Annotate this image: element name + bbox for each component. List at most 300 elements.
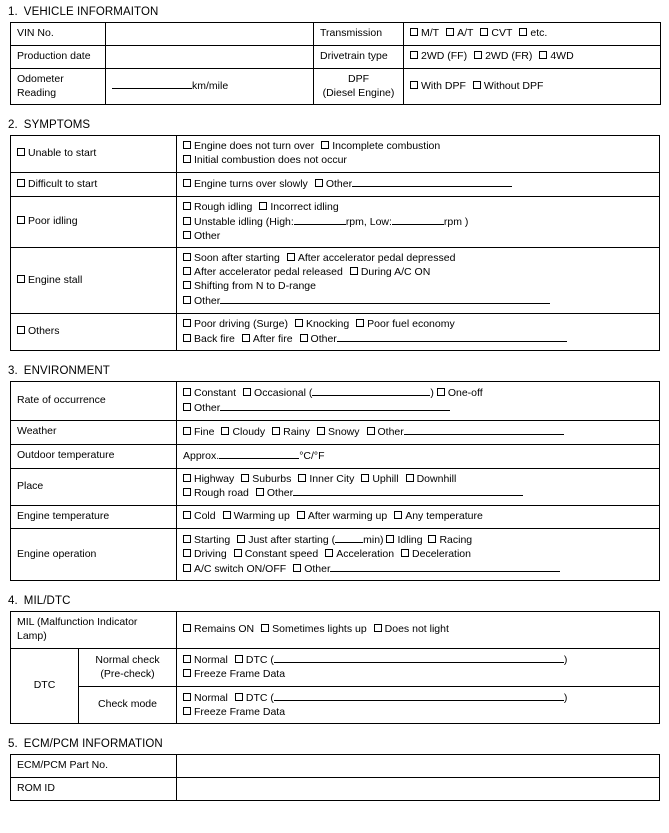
checkbox-icon[interactable] [272, 427, 280, 435]
option-label: Poor fuel economy [367, 317, 455, 330]
checkbox-other[interactable] [183, 230, 220, 244]
option-label: DTC ( [245, 654, 274, 667]
checkbox-icon[interactable] [315, 179, 323, 187]
checkbox-icon[interactable] [293, 564, 301, 572]
high-rpm-input-line[interactable] [294, 215, 346, 225]
option-label: ) [430, 387, 437, 400]
checkbox-icon[interactable] [183, 179, 191, 187]
section-mil-dtc [0, 589, 669, 724]
option-label: Fine [194, 425, 215, 438]
checkbox-icon[interactable] [242, 334, 250, 342]
checkbox-icon[interactable] [183, 403, 191, 411]
mil-label-line2: Lamp) [17, 630, 47, 643]
checkbox-icon[interactable] [234, 549, 242, 557]
option-label: 4WD [550, 49, 574, 62]
table-row [11, 248, 660, 313]
checkbox-icon[interactable] [410, 51, 418, 59]
option-label: A/C switch ON/OFF [194, 562, 287, 575]
checkbox-other[interactable] [256, 486, 523, 501]
symptom-poor-idling-options [177, 196, 660, 248]
option-line [183, 653, 653, 668]
checkbox-icon[interactable] [221, 427, 229, 435]
engine-temperature-options [177, 506, 660, 529]
option-label: After warming up [307, 510, 388, 523]
symptom-others-options [177, 313, 660, 351]
option-label: rpm ) [443, 215, 469, 228]
section-ecm-pcm [0, 732, 669, 801]
rom-id-input[interactable] [177, 778, 660, 801]
section-environment [0, 359, 669, 581]
table-row [11, 649, 660, 687]
checkbox-icon[interactable] [183, 388, 191, 396]
checkbox-freeze-frame-data[interactable] [183, 668, 285, 682]
vin-input[interactable] [106, 23, 314, 46]
checkbox-icon[interactable] [183, 281, 191, 289]
checkbox-icon[interactable] [183, 155, 191, 163]
option-label: A/T [457, 27, 474, 39]
checkbox-icon[interactable] [386, 535, 394, 543]
row-label: Poor idling [28, 215, 78, 228]
checkbox-other[interactable] [183, 401, 450, 416]
row-label: Engine stall [28, 273, 83, 286]
option-label: Without DPF [483, 79, 544, 92]
section-heading-ecm-pcm: ECM/PCM INFORMATION [23, 738, 163, 751]
other-input-line[interactable] [352, 177, 512, 187]
option-label: Other [310, 332, 337, 345]
option-label: min) [363, 533, 384, 546]
checkbox-icon[interactable] [410, 81, 418, 89]
option-label: During A/C ON [360, 266, 431, 279]
option-label: Suburbs [252, 472, 292, 485]
option-label: 2WD (FR) [485, 49, 533, 62]
table-row [11, 173, 660, 197]
option-label: Incomplete combustion [332, 140, 441, 153]
checkbox-shifting-from-n-to-d-range[interactable] [183, 280, 316, 294]
section-number-mil-dtc: 4. [8, 595, 18, 608]
checkbox-cvt[interactable] [480, 27, 512, 41]
checkbox-at[interactable] [446, 27, 473, 41]
table-row [11, 755, 660, 778]
table-row [11, 313, 660, 351]
checkbox-constant-speed[interactable] [234, 548, 319, 562]
checkbox-icon[interactable] [223, 511, 231, 519]
checkbox-icon[interactable] [480, 28, 488, 36]
checkbox-icon[interactable] [356, 319, 364, 327]
symptom-engine-stall-options [177, 248, 660, 313]
dpf-options [404, 68, 661, 105]
checkbox-icon[interactable] [437, 388, 445, 396]
checkbox-icon[interactable] [473, 81, 481, 89]
checkbox-initial-combustion-does-not-occur[interactable] [183, 154, 347, 168]
checkbox-icon[interactable] [183, 202, 191, 210]
checkbox-any-temperature[interactable] [394, 510, 483, 524]
checkbox-after-accelerator-pedal-released[interactable] [183, 266, 343, 280]
checkbox-constant[interactable] [183, 387, 236, 401]
place-options [177, 468, 660, 506]
checkbox-other[interactable] [315, 177, 512, 192]
odometer-label-line1: Odometer [17, 72, 64, 85]
checkbox-icon[interactable] [183, 141, 191, 149]
mil-label [11, 612, 177, 649]
checkbox-icon[interactable] [519, 28, 527, 36]
odometer-value-line[interactable] [112, 79, 192, 89]
option-line [183, 706, 653, 720]
option-line [183, 473, 653, 487]
option-label: etc. [530, 27, 548, 39]
table-row [11, 612, 660, 649]
checkbox-icon[interactable] [428, 535, 436, 543]
option-line [183, 230, 653, 244]
checkbox-icon[interactable] [410, 28, 418, 36]
section-heading-environment: ENVIRONMENT [23, 365, 110, 378]
checkbox-icon[interactable] [235, 655, 243, 663]
section-title-symptoms [8, 119, 669, 131]
checkbox-other[interactable] [367, 425, 564, 440]
transmission-label: Transmission [314, 23, 404, 46]
odometer-input[interactable] [106, 68, 314, 105]
checkbox-with-dpf[interactable] [410, 80, 466, 94]
checkbox-incomplete-combustion[interactable] [321, 140, 440, 154]
checkbox-icon[interactable] [183, 669, 191, 677]
ecm-part-no-label: ECM/PCM Part No. [11, 755, 177, 778]
table-row [11, 468, 660, 506]
checkbox-icon[interactable] [446, 28, 454, 36]
symptom-unable-to-start-label[interactable] [11, 136, 177, 173]
normal-check-line2: (Pre-check) [100, 667, 155, 680]
option-label: Poor driving (Surge) [194, 317, 288, 330]
symptom-poor-idling-label[interactable] [11, 196, 177, 248]
option-line [183, 154, 653, 168]
checkbox-cold[interactable] [183, 510, 216, 524]
weather-options [177, 421, 660, 445]
option-line [183, 318, 653, 332]
drivetrain-label: Drivetrain type [314, 45, 404, 68]
engine-temperature-label: Engine temperature [11, 506, 177, 529]
section-title-vehicle [8, 6, 669, 18]
option-label: Warming up [233, 510, 290, 523]
table-row [11, 778, 660, 801]
checkbox-suburbs[interactable] [241, 473, 291, 487]
checkbox-warming-up[interactable] [223, 510, 290, 524]
checkbox-icon[interactable] [183, 693, 191, 701]
checkbox-icon[interactable] [241, 474, 249, 482]
checkbox-icon[interactable] [300, 334, 308, 342]
section-number-ecm-pcm: 5. [8, 738, 18, 751]
checkbox-icon[interactable] [17, 326, 25, 334]
checkbox-icon[interactable] [183, 217, 191, 225]
checkbox-icon[interactable] [183, 296, 191, 304]
option-label: Acceleration [336, 547, 395, 560]
checkbox-incorrect-idling[interactable] [259, 201, 338, 215]
ecm-pcm-table [10, 754, 660, 801]
checkbox-snowy[interactable] [317, 426, 360, 440]
option-label: Remains ON [194, 623, 255, 636]
other-input-line[interactable] [293, 486, 523, 496]
checkbox-icon[interactable] [17, 216, 25, 224]
option-label: Driving [194, 547, 227, 560]
other-input-line[interactable] [404, 425, 564, 435]
table-row [11, 23, 661, 46]
checkbox-2wd-fr[interactable] [474, 50, 532, 64]
checkbox-icon[interactable] [17, 179, 25, 187]
checkbox-icon[interactable] [183, 564, 191, 572]
option-line [183, 562, 653, 577]
checkbox-icon[interactable] [261, 624, 269, 632]
checkbox-icon[interactable] [183, 231, 191, 239]
table-row [11, 68, 661, 105]
mil-label-line1: MIL (Malfunction Indicator [17, 616, 138, 629]
checkbox-icon[interactable] [361, 474, 369, 482]
checkbox-engine-turns-over-slowly[interactable] [183, 178, 308, 192]
checkbox-icon[interactable] [287, 253, 295, 261]
checkbox-icon[interactable] [235, 693, 243, 701]
dtc-code-input-line[interactable] [274, 653, 564, 663]
vehicle-information-table [10, 22, 661, 105]
section-number-vehicle: 1. [8, 6, 18, 18]
checkbox-icon[interactable] [321, 141, 329, 149]
option-label: Other [266, 487, 294, 500]
checkbox-does-not-light[interactable] [374, 623, 449, 637]
option-label: ) [563, 654, 568, 667]
odometer-label-line2: Reading [17, 86, 57, 99]
checkbox-rough-idling[interactable] [183, 201, 252, 215]
checkbox-rough-road[interactable] [183, 487, 249, 501]
option-label: 2WD (FF) [421, 49, 468, 62]
checkbox-icon[interactable] [474, 51, 482, 59]
checkbox-after-warming-up[interactable] [297, 510, 387, 524]
temperature-input-line[interactable] [219, 449, 299, 459]
checkbox-icon[interactable] [183, 535, 191, 543]
option-label: Constant [194, 387, 237, 400]
checkbox-icon[interactable] [183, 474, 191, 482]
option-label: Occasional ( [254, 387, 313, 400]
checkbox-icon[interactable] [325, 549, 333, 557]
checkbox-engine-does-not-turn-over[interactable] [183, 140, 314, 154]
checkbox-icon[interactable] [401, 549, 409, 557]
temperature-unit: °C/°F [299, 449, 325, 462]
section-number-symptoms: 2. [8, 119, 18, 132]
other-input-line[interactable] [337, 332, 567, 342]
table-row [11, 686, 660, 724]
engine-operation-options [177, 529, 660, 581]
checkbox-icon[interactable] [183, 319, 191, 327]
option-label: Cold [194, 510, 216, 523]
checkbox-icon[interactable] [183, 707, 191, 715]
checkbox-icon[interactable] [243, 388, 251, 396]
checkbox-icon[interactable] [183, 655, 191, 663]
checkbox-acceleration[interactable] [325, 548, 394, 562]
checkbox-sometimes-lights-up[interactable] [261, 623, 367, 637]
section-symptoms [0, 113, 669, 351]
option-line [183, 252, 653, 266]
checkbox-back-fire[interactable] [183, 333, 235, 347]
approx-label: Approx. [183, 449, 220, 462]
option-label: After accelerator pedal depressed [297, 252, 456, 265]
production-date-input[interactable] [106, 45, 314, 68]
option-label: Constant speed [244, 547, 319, 560]
transmission-options [404, 23, 661, 46]
option-label: Knocking [305, 317, 350, 330]
checkbox-ac-switch-on-off[interactable] [183, 563, 286, 577]
checkbox-poor-driving-surge[interactable] [183, 318, 288, 332]
option-line [183, 332, 653, 347]
checkbox-icon[interactable] [17, 275, 25, 283]
option-label: rpm, Low: [345, 215, 392, 228]
option-line [183, 548, 653, 562]
symptoms-table [10, 135, 660, 351]
occasional-input-line[interactable] [312, 386, 430, 396]
checkbox-etc[interactable] [519, 27, 547, 41]
just-after-starting-input-line[interactable] [335, 533, 363, 543]
checkbox-cloudy[interactable] [221, 426, 265, 440]
symptom-others-label[interactable] [11, 313, 177, 351]
checkbox-uphill[interactable] [361, 473, 398, 487]
option-line [183, 533, 653, 548]
option-label: Downhill [416, 472, 457, 485]
checkbox-icon[interactable] [317, 427, 325, 435]
section-heading-symptoms: SYMPTOMS [23, 119, 91, 132]
checkbox-icon[interactable] [183, 427, 191, 435]
outdoor-temperature-value[interactable] [177, 444, 660, 468]
low-rpm-input-line[interactable] [392, 215, 444, 225]
symptom-engine-stall-label[interactable] [11, 248, 177, 313]
table-row [11, 421, 660, 445]
checkbox-after-accelerator-pedal-depressed[interactable] [287, 252, 456, 266]
dtc-code-input-line[interactable] [274, 691, 564, 701]
checkbox-icon[interactable] [350, 267, 358, 275]
checkbox-starting[interactable] [183, 534, 230, 548]
option-label: Rough road [194, 487, 249, 500]
environment-table [10, 381, 660, 581]
option-line [183, 401, 653, 416]
checkbox-highway[interactable] [183, 473, 234, 487]
dtc-check-mode-options [177, 686, 660, 724]
odometer-label [11, 68, 106, 105]
checkbox-icon[interactable] [183, 488, 191, 496]
checkbox-other[interactable] [183, 294, 550, 309]
checkbox-poor-fuel-economy[interactable] [356, 318, 455, 332]
symptom-difficult-to-start-label[interactable] [11, 173, 177, 197]
checkbox-knocking[interactable] [295, 318, 349, 332]
option-label: Other [194, 229, 221, 242]
option-label: Incorrect idling [270, 200, 339, 213]
option-line-unstable-idling [183, 215, 653, 230]
rom-id-label: ROM ID [11, 778, 177, 801]
option-label: Initial combustion does not occur [194, 154, 347, 167]
option-label: Rainy [283, 425, 310, 438]
option-label: M/T [421, 27, 440, 39]
option-label: Snowy [327, 425, 360, 438]
other-input-line[interactable] [220, 294, 550, 304]
ecm-part-no-input[interactable] [177, 755, 660, 778]
checkbox-driving[interactable] [183, 548, 227, 562]
checkbox-normal[interactable] [183, 654, 228, 668]
dpf-label [314, 68, 404, 105]
section-heading-vehicle: VEHICLE INFORMAITON [23, 6, 159, 18]
option-label: Other [194, 294, 221, 307]
option-label: Sometimes lights up [272, 623, 367, 636]
checkbox-inner-city[interactable] [298, 473, 354, 487]
checkbox-icon[interactable] [367, 427, 375, 435]
checkbox-fine[interactable] [183, 426, 214, 440]
checkbox-icon[interactable] [297, 511, 305, 519]
checkbox-icon[interactable] [183, 334, 191, 342]
checkbox-icon[interactable] [406, 474, 414, 482]
dpf-label-line1: DPF [348, 72, 369, 85]
engine-operation-label: Engine operation [11, 529, 177, 581]
checkbox-2wd-ff[interactable] [410, 50, 467, 64]
checkbox-other[interactable] [300, 332, 567, 347]
checkbox-freeze-frame-data[interactable] [183, 706, 285, 720]
option-label: Engine turns over slowly [194, 178, 308, 191]
option-label: Inner City [309, 472, 355, 485]
option-label: Other [194, 402, 221, 415]
checkbox-icon[interactable] [183, 511, 191, 519]
checkbox-deceleration[interactable] [401, 548, 471, 562]
normal-check-line1: Normal check [95, 653, 160, 666]
checkbox-normal[interactable] [183, 692, 228, 706]
option-line [183, 280, 653, 294]
checkbox-icon[interactable] [374, 624, 382, 632]
checkbox-other[interactable] [293, 562, 560, 577]
checkbox-icon[interactable] [183, 549, 191, 557]
checkbox-4wd[interactable] [539, 50, 573, 64]
option-label: Unstable idling (High: [194, 215, 294, 228]
checkbox-during-ac-on[interactable] [350, 266, 430, 280]
checkbox-downhill[interactable] [406, 473, 457, 487]
option-label: Cloudy [232, 425, 266, 438]
dtc-normal-check-label [79, 649, 177, 687]
checkbox-icon[interactable] [256, 488, 264, 496]
other-input-line[interactable] [330, 562, 560, 572]
dpf-label-line2: (Diesel Engine) [322, 86, 395, 99]
option-line [183, 691, 653, 706]
outdoor-temperature-label: Outdoor temperature [11, 444, 177, 468]
checkbox-icon[interactable] [17, 148, 25, 156]
option-label: Racing [439, 533, 473, 546]
checkbox-remains-on[interactable] [183, 623, 254, 637]
checkbox-icon[interactable] [183, 624, 191, 632]
option-label: Other [325, 178, 353, 191]
checkbox-after-fire[interactable] [242, 333, 293, 347]
option-label: ) [563, 691, 568, 704]
rate-of-occurrence-options [177, 382, 660, 421]
checkbox-icon[interactable] [183, 267, 191, 275]
checkbox-icon[interactable] [259, 202, 267, 210]
checkbox-icon[interactable] [539, 51, 547, 59]
option-label: Starting [194, 533, 231, 546]
checkbox-without-dpf[interactable] [473, 80, 544, 94]
checkbox-rainy[interactable] [272, 426, 310, 440]
checkbox-icon[interactable] [295, 319, 303, 327]
option-label: Does not light [384, 623, 449, 636]
other-input-line[interactable] [220, 401, 450, 411]
table-row [11, 45, 661, 68]
table-row [11, 196, 660, 248]
option-line [183, 386, 653, 401]
checkbox-mt[interactable] [410, 27, 439, 41]
table-row [11, 529, 660, 581]
checkbox-icon[interactable] [183, 253, 191, 261]
table-row [11, 506, 660, 529]
option-label: Other [377, 425, 404, 438]
option-label: Rough idling [194, 200, 253, 213]
checkbox-icon[interactable] [237, 535, 245, 543]
checkbox-soon-after-starting[interactable] [183, 252, 280, 266]
checkbox-icon[interactable] [394, 511, 402, 519]
option-label: After fire [252, 332, 293, 345]
checkbox-icon[interactable] [298, 474, 306, 482]
